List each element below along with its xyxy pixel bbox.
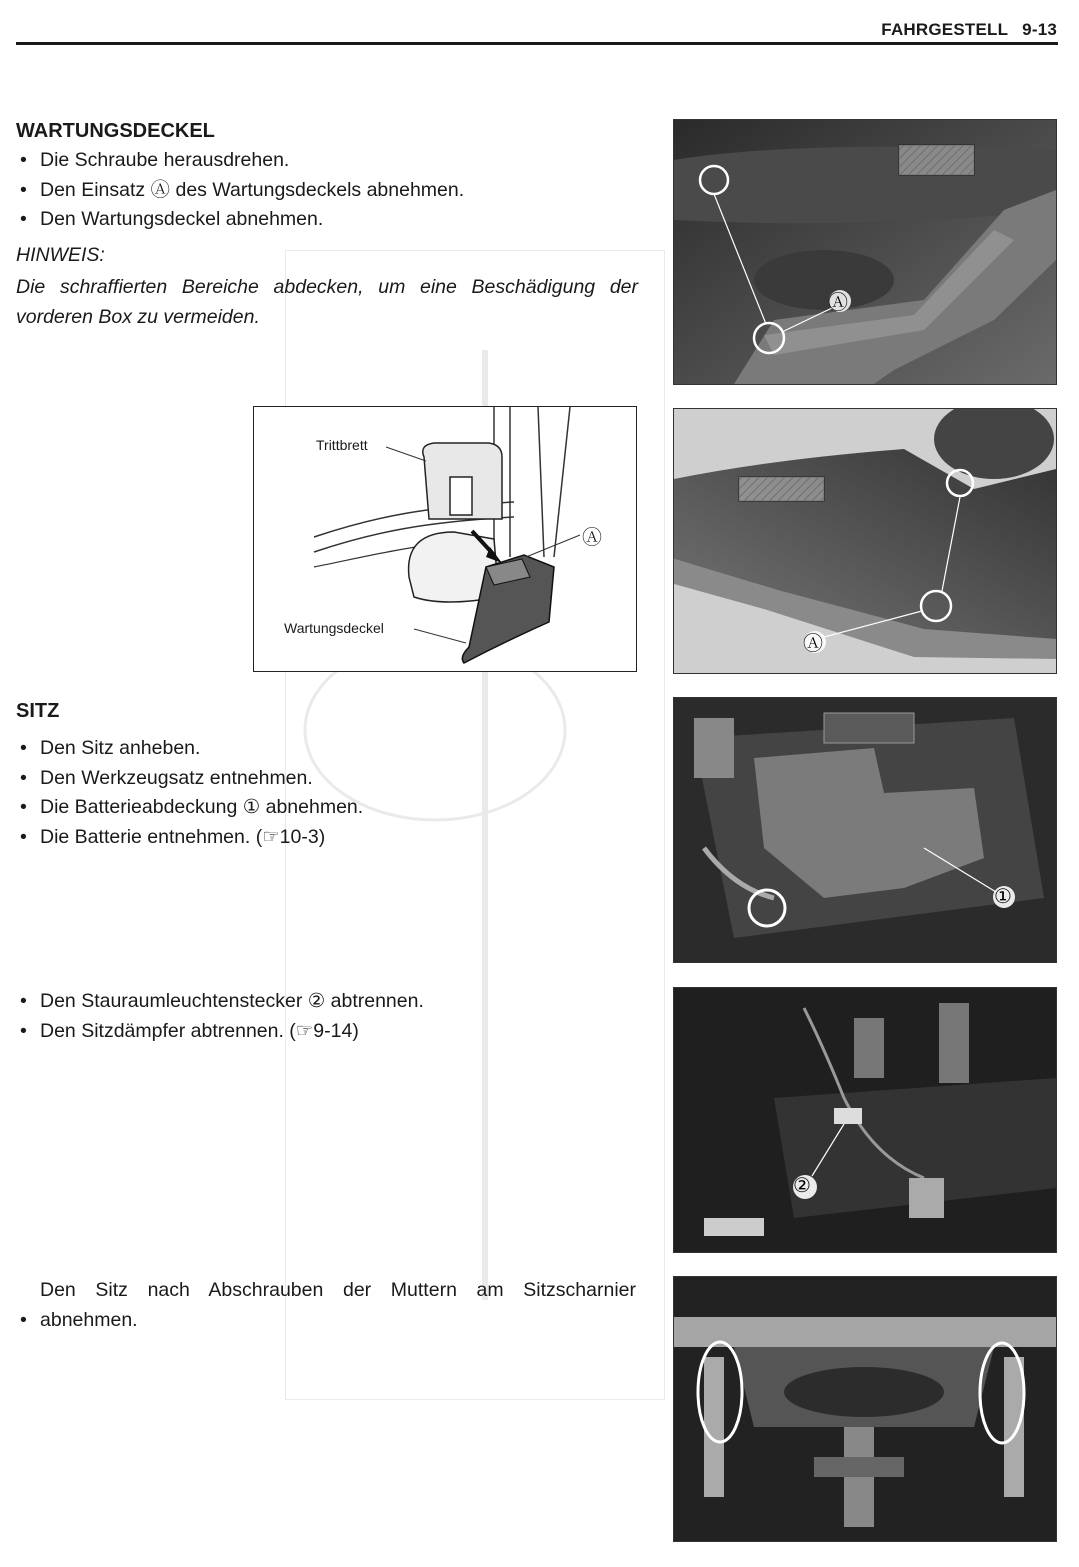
list-item: • Den Sitzdämpfer abtrennen. (☞9-14) — [20, 1017, 424, 1047]
photo-1-illustration — [674, 120, 1056, 384]
section-title-sitz: SITZ — [16, 700, 60, 722]
label-wartungsdeckel: Wartungsdeckel — [284, 620, 384, 636]
list-item: • Die Batterie entnehmen. (☞10-3) — [20, 823, 363, 853]
header-rule — [16, 42, 1058, 45]
service-cover-diagram — [253, 406, 637, 672]
photo-service-cover-right — [673, 408, 1057, 674]
note-label: HINWEIS: — [16, 244, 105, 266]
list-item: • Den Sitz anheben. — [20, 734, 363, 764]
wartungsdeckel-steps — [20, 146, 464, 235]
photo-3-label-1: ① — [994, 886, 1012, 908]
section-title-wartungsdeckel: WARTUNGSDECKEL — [16, 120, 215, 142]
label-a: Ⓐ — [582, 527, 602, 549]
photo-storage-light-connector — [673, 987, 1057, 1253]
list-item: • Den Werkzeugsatz entnehmen. — [20, 764, 363, 794]
list-item: • Den Einsatz Ⓐ des Wartungsdeckels abnehmen. — [20, 176, 464, 206]
photo-4-illustration — [674, 988, 1056, 1252]
photo-battery-cover — [673, 697, 1057, 963]
photo-service-cover-left — [673, 119, 1057, 385]
photo-2-illustration — [674, 409, 1056, 673]
list-item: • Den Stauraumleuchtenstecker ② abtrennen. — [20, 987, 424, 1017]
header-section: FAHRGESTELL — [881, 20, 1009, 39]
note-text: Die schraffierten Bereiche abdecken, um eine Beschädigung der vorderen Box zu vermeiden. — [16, 276, 638, 328]
list-item: Den Sitz nach Abschrauben der Muttern am Sitzscharnier abnehmen. — [40, 1279, 636, 1331]
photo-1-label-a: Ⓐ — [828, 292, 848, 314]
page-number: 9-13 — [1022, 20, 1057, 39]
list-item: • Den Wartungsdeckel abnehmen. — [20, 205, 464, 235]
photo-4-label-2: ② — [793, 1175, 811, 1197]
photo-5-illustration — [674, 1277, 1056, 1541]
list-item: • Die Schraube herausdrehen. — [20, 146, 464, 176]
running-header — [881, 20, 1057, 40]
photo-seat-hinge-nuts — [673, 1276, 1057, 1542]
sitz-steps-1 — [20, 734, 363, 852]
sitz-step-3: •Den Sitz nach Abschrauben der Muttern am Sitzscharnier abnehmen. — [20, 1276, 638, 1335]
photo-3-illustration — [674, 698, 1056, 962]
label-trittbrett: Trittbrett — [316, 437, 368, 453]
list-item: • Die Batterieabdeckung ① abnehmen. — [20, 793, 363, 823]
photo-2-label-a: Ⓐ — [803, 633, 823, 655]
sitz-steps-2 — [20, 987, 424, 1046]
